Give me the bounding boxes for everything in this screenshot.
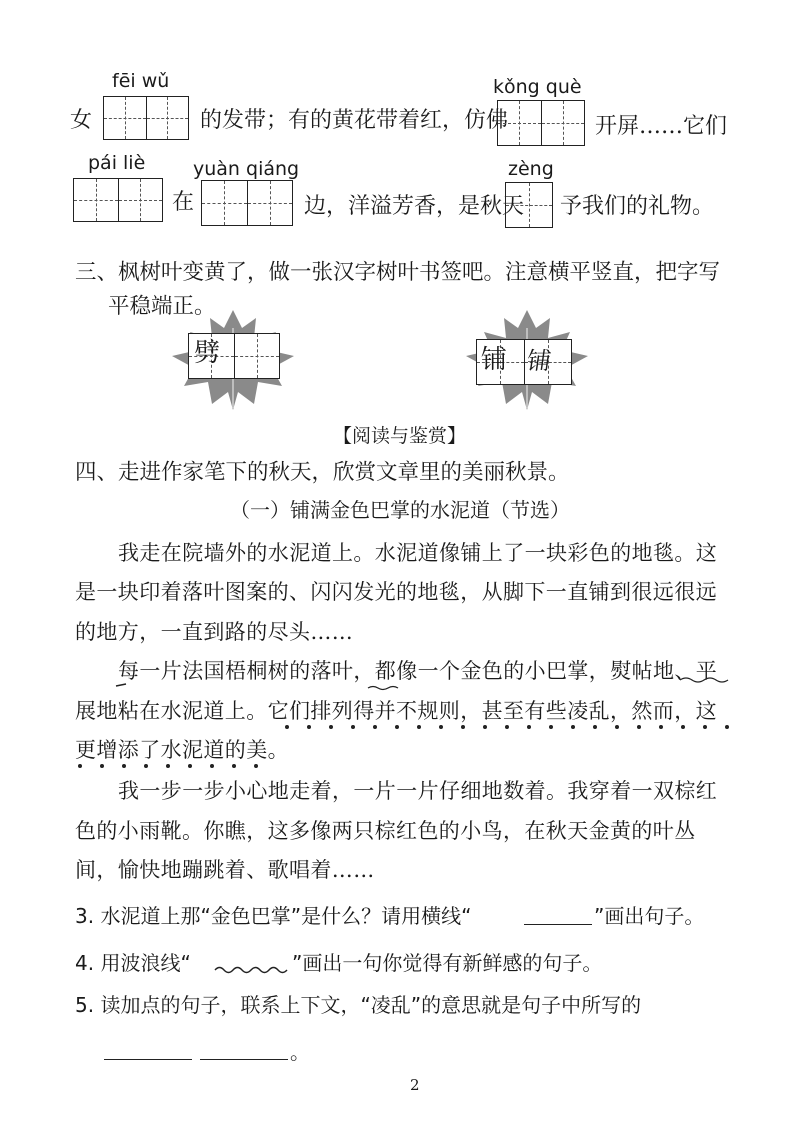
row1-end: 开屏……它们 [595,114,728,139]
passage-line: 我走在院墙外的水泥道上。水泥道像铺上了一块彩色的地毯。这 [118,541,718,565]
row1-mid: 的发带；有的黄花带着红，仿佛 [200,108,509,133]
row2-mid1: 在 [172,190,195,215]
pinyin-yuanqiang: yuàn qiáng [193,158,300,180]
question-5: 5. 读加点的句子，联系上下文，“凌乱”的意思就是句子中所写的 [75,993,642,1017]
writing-grid-feiwu[interactable] [103,96,189,140]
question-3-start: 3. 水泥道上那“金色巴掌”是什么？请用横线“ [75,904,472,928]
pinyin-feiwu: fēi wǔ [112,70,170,92]
pinyin-pailie: pái liè [88,152,146,174]
leaf2-char-print: 铺 [481,345,508,375]
question-4-start: 4. 用波浪线“ [75,951,191,975]
passage-line: 更增添了水泥道的美。 [75,738,289,762]
row2-end: 予我们的礼物。 [560,194,715,219]
writing-grid-zeng[interactable] [505,182,553,228]
passage-line: 色的小雨靴。你瞧，这多像两只棕红色的小鸟，在秋天金黄的叶丛 [75,819,696,843]
leaf1-char: 劈 [194,338,221,368]
pinyin-zeng: zèng [508,158,554,180]
reading-header: 【阅读与鉴赏】 [333,425,467,447]
section3-line1: 三、枫树叶变黄了，做一张汉字树叶书签吧。注意横平竖直，把字写 [75,260,721,285]
leaf2-char-handwritten: 铺 [525,347,553,375]
row1-prefix: 女 [70,108,93,133]
row2-mid2: 边，洋溢芳香，是秋天 [304,194,525,219]
passage-title: （一）铺满金色巴掌的水泥道（节选） [230,498,570,522]
question-5-end: 。 [290,1040,310,1064]
question-4-end: ”画出一句你觉得有新鲜感的句子。 [292,951,603,975]
wavy-line-sample [213,962,289,976]
passage-line: 的地方，一直到路的尽头…… [75,620,354,644]
answer-blank[interactable] [104,1059,192,1060]
passage-line: 我一步一步小心地走着，一片一片仔细地数着。我穿着一双棕红 [118,779,718,803]
page-number: 2 [410,1076,420,1094]
writing-grid-yuanqiang[interactable] [201,180,293,226]
section4-intro: 四、走进作家笔下的秋天，欣赏文章里的美丽秋景。 [75,460,570,485]
passage-line: 间，愉快地蹦跳着、歌唱着…… [75,858,375,882]
answer-blank[interactable] [200,1059,288,1060]
writing-grid-pailie[interactable] [73,178,163,222]
straight-line-sample [524,924,592,925]
passage-line: 每一片法国梧桐树的落叶，都像一个金色的小巴掌，熨帖地、平 [118,659,718,683]
writing-grid-kongque[interactable] [497,100,585,146]
question-3-end: ”画出句子。 [594,904,705,928]
section3-line2: 平稳端正。 [108,294,216,319]
passage-line: 展地粘在水泥道上。它们排列得并不规则，甚至有些凌乱，然而，这 [75,699,717,723]
pinyin-kongque: kǒng què [493,76,582,98]
passage-line: 是一块印着落叶图案的、闪闪发光的地毯，从脚下一直铺到很远很远 [75,580,717,604]
